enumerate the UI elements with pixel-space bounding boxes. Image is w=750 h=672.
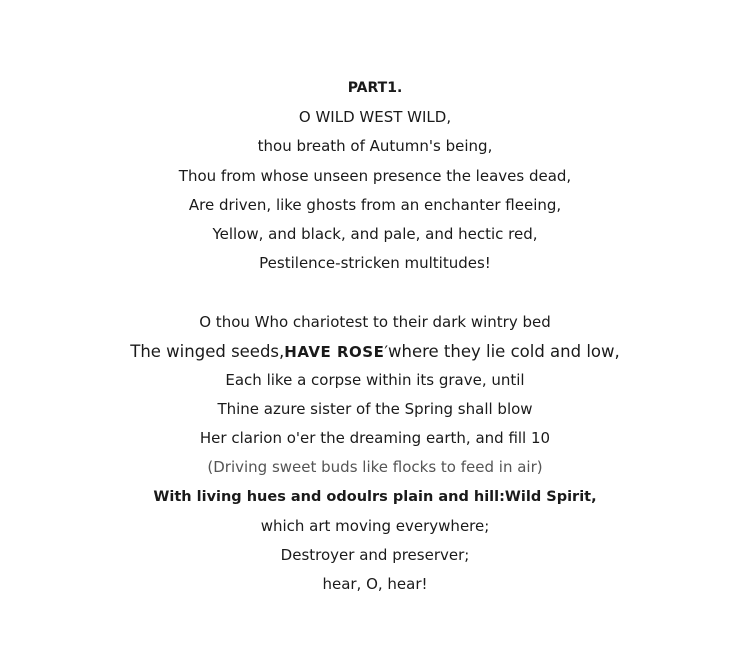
poem-line: O WILD WEST WILD, (298, 108, 452, 127)
poem-line: hear, O, hear! (322, 575, 428, 594)
poem-heading: PART1. (347, 80, 403, 96)
poem-line: Destroyer and preserver; (280, 546, 470, 564)
stanza-break (0, 278, 750, 307)
poem-line: Thine azure sister of the Spring shall blow (217, 400, 533, 419)
poem-line-parenthetical: (Driving sweet buds like flocks to feed in air) (207, 458, 543, 477)
winged-line-after: where they lie cold and low, (388, 341, 620, 361)
poem-line-winged-seeds (0, 337, 750, 366)
poem-line: O thou Who chariotest to their dark wintry bed (199, 312, 551, 331)
poem-line: Her clarion o'er the dreaming earth, and fill 10 (199, 429, 551, 448)
poem-line: Yellow, and black, and pale, and hectic red, (212, 224, 538, 243)
winged-line-emphasis: HAVE ROSE (284, 342, 385, 361)
poem-line: Each like a corpse within its grave, until (225, 370, 525, 389)
poem-text (0, 74, 750, 599)
poem-line: thou breath of Autumn's being, (257, 137, 493, 156)
poem-line: Are driven, like ghosts from an enchanter fleeing, (188, 195, 562, 214)
poem-line: Pestilence-stricken multitudes! (259, 254, 491, 273)
poem-line: which art moving everywhere; (260, 516, 490, 535)
poem-line: Thou from whose unseen presence the leaves dead, (178, 166, 572, 185)
winged-line-mark: ′ (384, 341, 388, 361)
poem-line-bold: With living hues and odoulrs plain and hill:Wild Spirit, (153, 488, 597, 505)
winged-line-before: The winged seeds, (130, 341, 285, 361)
